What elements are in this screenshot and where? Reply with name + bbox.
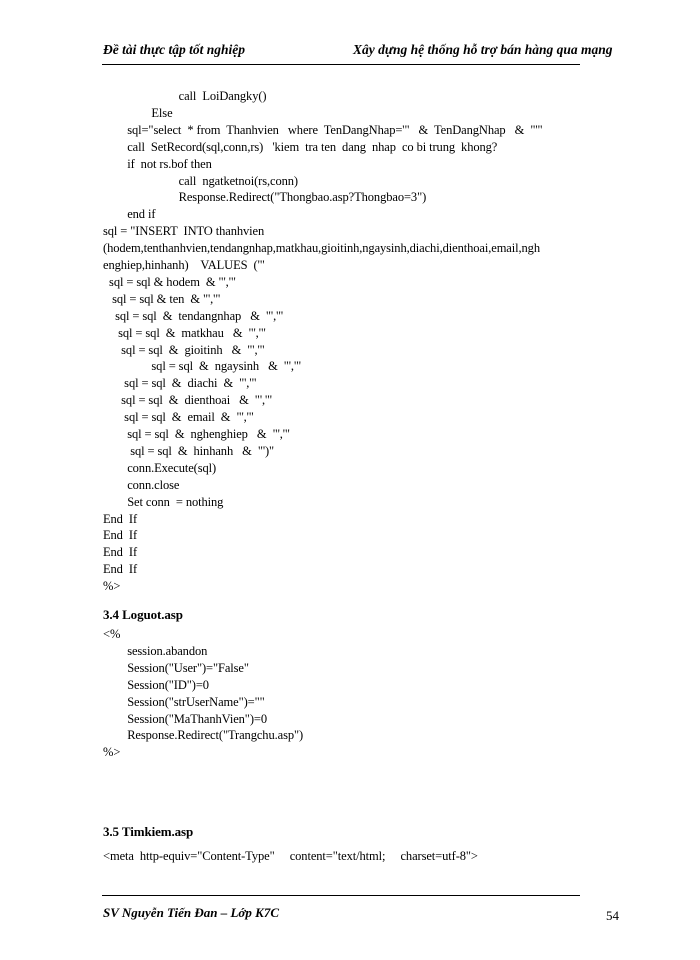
code-line: sql = sql & nghenghiep & "','" [103,427,290,441]
code-line: end if [103,207,156,222]
code-line: <% [103,627,121,641]
header-project-title: Xây dựng hệ thống hỗ trợ bán hàng qua mạng [353,42,613,57]
section-heading-loguot: 3.4 Loguot.asp [103,607,183,622]
code-line: sql = sql & ten & "','" [103,291,221,306]
code-line: sql="select * from Thanhvien where TenDangNhap='" & TenDangNhap & "'" [103,122,543,137]
code-line: sql = sql & ngaysinh & "','" [103,359,302,374]
code-line: if not rs.bof then [103,156,212,171]
footer-divider [102,895,580,896]
section-heading-timkiem: 3.5 Timkiem.asp [103,824,194,839]
code-line: enghiep,hinhanh) VALUES ('" [103,258,265,272]
code-line: Set conn = nothing [103,494,224,509]
code-line: Response.Redirect("Trangchu.asp") [103,728,304,743]
code-line: Else [103,105,173,120]
header-thesis-title: Đề tài thực tập tốt nghiệp [103,42,245,57]
code-line: call LoiDangky() [103,89,267,103]
code-line: sql = sql & gioitinh & "','" [103,342,265,357]
code-line: Session("strUserName")="" [103,694,265,709]
code-line: Response.Redirect("Thongbao.asp?Thongbao=3") [103,190,427,205]
code-line: sql = sql & hinhanh & "')" [103,443,275,458]
code-line: sql = sql & hodem & "','" [103,274,236,289]
code-line: sql = sql & tendangnhap & "','" [103,308,284,323]
code-line: End If [103,528,138,543]
code-line: End If [103,562,138,577]
code-line: End If [103,545,138,560]
code-line: Session("ID")=0 [103,677,209,692]
code-line: call ngatketnoi(rs,conn) [103,173,298,188]
code-line: %> [103,579,121,594]
code-line: sql = sql & diachi & "','" [103,376,257,391]
code-line: conn.close [103,477,180,492]
code-line: session.abandon [103,643,208,658]
code-line: Session("User")="False" [103,660,249,675]
code-line: Session("MaThanhVien")=0 [103,711,267,726]
code-line: %> [103,745,121,760]
header-divider [102,64,580,65]
code-line: conn.Execute(sql) [103,460,217,475]
footer-author: SV Nguyễn Tiến Đan – Lớp K7C [103,905,280,920]
page-number: 54 [606,908,619,923]
code-line: sql = "INSERT INTO thanhvien [103,224,265,239]
code-line: sql = sql & matkhau & "','" [103,325,266,340]
code-line: sql = sql & email & "','" [103,410,254,425]
code-line: call SetRecord(sql,conn,rs) 'kiem tra ten dang nhap co bi trung khong? [103,139,498,154]
code-line: <meta http-equiv="Content-Type" content="text/html; charset=utf-8"> [103,849,478,863]
code-line: End If [103,511,138,526]
code-line: (hodem,tenthanhvien,tendangnhap,matkhau,gioitinh,ngaysinh,diachi,dienthoai,email,ngh [103,241,540,256]
code-line: sql = sql & dienthoai & "','" [103,393,273,408]
